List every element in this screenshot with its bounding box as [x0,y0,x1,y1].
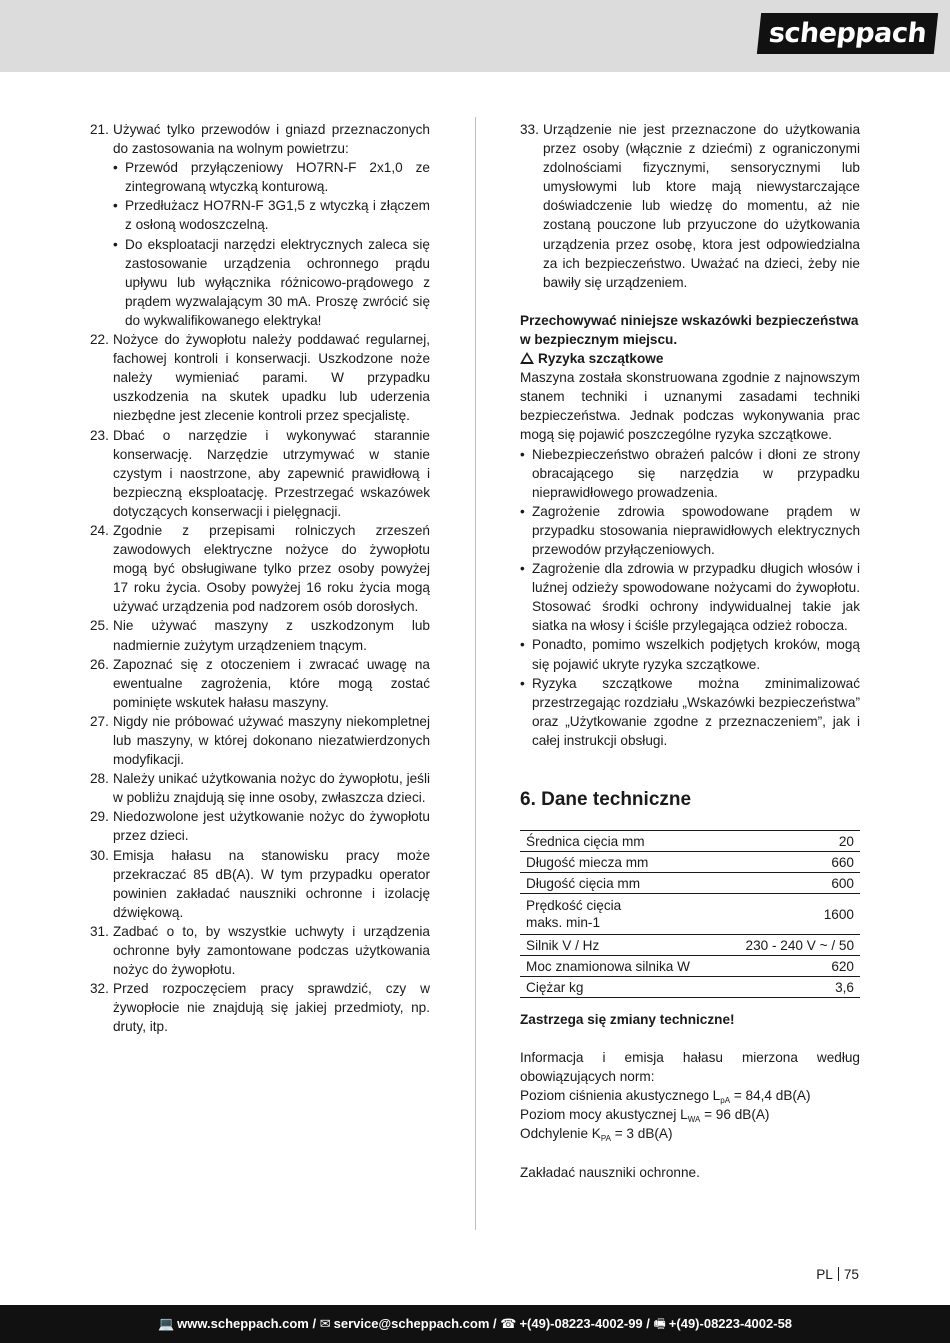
residual-risks-heading [520,349,860,368]
safety-item-24 [90,521,430,616]
noise-subscript: pA [720,1096,731,1106]
item-number: 22. [90,332,109,348]
item-number: 23. [90,427,109,443]
safety-item-31 [90,922,430,979]
item-number: 29. [90,809,109,825]
item-number: 33. [520,122,539,137]
item-text: Używać tylko przewodów i gniazd przeznaczonych do zastosowania na wolnym powietrzu: [113,122,430,157]
item-text: Dbać o narzędzie i wykonywać starannie konserwację. Narzędzie utrzymywać w stanie czystym i naostrzone, aby zapewnić prawidłową i bezpieczną eksploatację. Przestrzegać wskazówek dotyczących konserwacji i pielęgnacji. [113,427,430,519]
spec-label: Moc znamionowa silnika W [520,956,722,977]
noise-prefix: Poziom mocy akustycznej L [520,1107,688,1123]
noise-suffix: = 3 dB(A) [610,1126,673,1142]
spec-row [520,977,860,998]
risk-bullet-item: • Ponadto, pomimo wszelkich podjętych kroków, mogą się pojawić ukryte ryzyka szczątkowe. [520,635,860,673]
noise-line [520,1124,860,1143]
item-number: 24. [90,522,109,538]
fax-icon: 🖷 [653,1316,666,1332]
item-number: 30. [90,847,109,863]
bullet-item: • Do eksploatacji narzędzi elektrycznych zaleca się zastosowanie urządzenia ochronnego prądu upływu lub wyłącznika różnicowo-prądowego z prądem wyzwalającym 30 mA. Proszę zwrócić się do wykwalifikowanego elektryka! [113,235,430,330]
spec-value: 230 - 240 V ~ / 50 [722,935,860,956]
spec-value: 600 [722,873,860,894]
spec-label: Ciężar kg [520,977,722,998]
spec-row [520,852,860,873]
risk-bullet-item: • Ryzyka szczątkowe można zminimalizować przestrzegając rozdziału „Wskazówki bezpieczeństwa” oraz „Użytkowanie zgodne z przeznaczeniem”, jak i całej instrukcji obsługi. [520,674,860,750]
item-text: Przed rozpoczęciem pracy sprawdzić, czy w żywopłocie nie znajdują się jakiej przedmioty, np. druty, itp. [113,981,430,1035]
right-column [520,120,860,1182]
footer-phone: +(49)-08223-4002-99 / [519,1316,650,1332]
safety-item-32 [90,979,430,1036]
noise-values [520,1086,860,1143]
item-text: Zapoznać się z otoczeniem i zwracać uwagę na ewentualne zagrożenia, które mogą zostać pominięte wskutek hałasu maszyny. [113,656,430,710]
footer-website[interactable]: www.scheppach.com / [177,1316,317,1332]
residual-risks-label: Ryzyka szczątkowe [538,351,664,367]
risk-bullet-item: • Zagrożenie zdrowia spowodowane prądem w przypadku stosowania nieprawidłowych elektrycznych przewodów przyłączeniowych. [520,502,860,559]
footer-fax: +(49)-08223-4002-58 [668,1316,793,1332]
spec-label: Średnica cięcia mm [520,831,722,852]
section-title-technical-data: 6. Dane techniczne [520,789,692,810]
item-text: Urządzenie nie jest przeznaczone do użytkowania przez osoby (włącznie z dziećmi) z ograniczonymi zdolnościami fizycznymi, sensorycznymi lub umysłowymi lub ktore mają niewystarczające doświadczenie lub wiedzę do momentu, aż nie zostaną pouczone lub przyuczone do użytkowania urządzenia przez osobę, ktora jest odpowiedzialna za ich bezpieczeństwo. Uważać na dzieci, żeby nie bawiły się urządzeniem. [543,122,860,290]
item-bullet-list [113,158,430,330]
noise-subscript: WA [687,1115,701,1125]
risk-bullet-item: • Niebezpieczeństwo obrażeń palców i dłoni ze strony obracającego się narzędzia w przypadku nieprawidłowego prowadzenia. [520,445,860,502]
safety-item-30 [90,846,430,922]
residual-risks-list [520,445,860,751]
item-number: 25. [90,618,109,634]
item-text: Należy unikać użytkowania nożyc do żywopłotu, jeśli w pobliżu znajdują się inne osoby, zwłaszcza dzieci. [113,771,430,806]
noise-subscript: PA [600,1134,611,1144]
noise-prefix: Odchylenie K [520,1126,601,1142]
phone-icon: ☎ [500,1316,517,1332]
safety-item-22 [90,330,430,425]
spec-value: 620 [722,956,860,977]
page-footer [0,1305,950,1343]
spec-label: Długość miecza mm [520,852,722,873]
noise-prefix: Poziom ciśnienia akustycznego L [520,1088,721,1104]
spec-row [520,956,860,977]
item-number: 21. [90,122,109,137]
footer-email[interactable]: service@scheppach.com / [333,1316,497,1332]
spec-label: Silnik V / Hz [520,935,722,956]
mail-icon: ✉ [319,1316,331,1332]
spec-label: Prędkość cięcia maks. min-1 [520,894,722,935]
noise-suffix: = 96 dB(A) [700,1107,770,1123]
column-divider [475,117,476,1230]
spec-row [520,894,860,935]
warning-triangle-icon [520,352,534,364]
safety-item-25 [90,616,430,654]
spec-row [520,873,860,894]
item-text: Zgodnie z przepisami rolniczych zrzeszeń zawodowych elektryczne nożyce do żywopłotu mogą być obsługiwane tylko przez osoby powyżej 17 roku życia. Osoby powyżej 16 roku życia mogą używać urządzenia pod nadzorem osób dorosłych. [113,522,430,615]
noise-line [520,1105,860,1124]
page-number [816,1265,859,1284]
page-number-separator [838,1267,839,1281]
item-number: 28. [90,771,109,787]
item-text: Niedozwolone jest użytkowanie nożyc do żywopłotu przez dzieci. [113,809,430,844]
item-number: 26. [90,656,109,672]
spec-row [520,831,860,852]
bullet-item: • Przewód przyłączeniowy HO7RN-F 2x1,0 ze zintegrowaną wtyczką konturową. [113,158,430,196]
ear-protection-note: Zakładać nauszniki ochronne. [520,1164,700,1180]
noise-info-intro: Informacja i emisja hałasu mierzona według obowiązujących norm: [520,1050,860,1085]
left-column [90,120,430,1037]
safety-item-28 [90,769,430,807]
item-text: Zadbać o to, by wszystkie uchwyty i urządzenia ochronne były zamontowane podczas użytkowania nożyc do żywopłotu. [113,923,430,978]
residual-risks-intro: Maszyna została skonstruowana zgodnie z najnowszym stanem techniki i uznanymi zasadami techniki bezpieczeństwa. Jednak podczas wykonywania prac mogą się pojawić poszczególne ryzyka szczątkowe. [520,370,860,443]
safety-item-33 [520,120,860,292]
language-code: PL [816,1267,833,1282]
safety-item-26 [90,655,430,712]
spec-value: 20 [722,831,860,852]
store-instructions-heading: Przechowywać niniejsze wskazówki bezpieczeństwa w bezpiecznym miejscu. [520,312,859,347]
spec-row [520,935,860,956]
bullet-item: • Przedłużacz HO7RN-F 3G1,5 z wtyczką i złączem z osłoną wodoszczelną. [113,196,430,234]
safety-item-27 [90,712,430,769]
item-text: Nigdy nie próbować używać maszyny niekompletnej lub maszyny, w której dokonano niezatwierdzonych modyfikacji. [113,713,430,768]
spec-value: 660 [722,852,860,873]
risk-bullet-item: • Zagrożenie dla zdrowia w przypadku długich włosów i luźnej odzieży spowodowane nożycami do żywopłotu. Stosować środki ochrony indywidualnej takie jak siatka na włosy i ściśle przylegająca odzież robocza. [520,559,860,635]
item-number: 27. [90,713,109,729]
noise-line [520,1086,860,1105]
spec-value: 3,6 [722,977,860,998]
technical-data-table [520,830,860,998]
safety-item-23 [90,426,430,521]
technical-changes-note: Zastrzega się zmiany techniczne! [520,1012,735,1027]
item-text: Nożyce do żywopłotu należy poddawać regularnej, fachowej kontroli i konserwacji. Uszkodzone noże należy wymieniać parami. W przypadku uszkodzenia na skutek upadku lub uderzenia niezbędne jest zlecenie kontroli przez specjalistę. [113,332,430,424]
page-header [0,0,950,72]
noise-suffix: = 84,4 dB(A) [730,1088,811,1104]
safety-item-21 [90,120,430,330]
item-number: 32. [90,981,109,997]
scheppach-logo: scheppach [757,13,939,54]
item-number: 31. [90,923,109,939]
safety-item-29 [90,807,430,845]
spec-label: Długość cięcia mm [520,873,722,894]
spec-value: 1600 [722,894,860,935]
page-number-value: 75 [843,1267,859,1282]
item-text: Emisja hałasu na stanowisku pracy może przekraczać 85 dB(A). W tym przypadku operator powinien zakładać nauszniki ochronne i izolację dźwiękową. [113,847,430,920]
computer-icon: 💻 [157,1316,175,1332]
item-text: Nie używać maszyny z uszkodzonym lub nadmiernie zużytym urządzeniem tnącym. [113,618,430,653]
